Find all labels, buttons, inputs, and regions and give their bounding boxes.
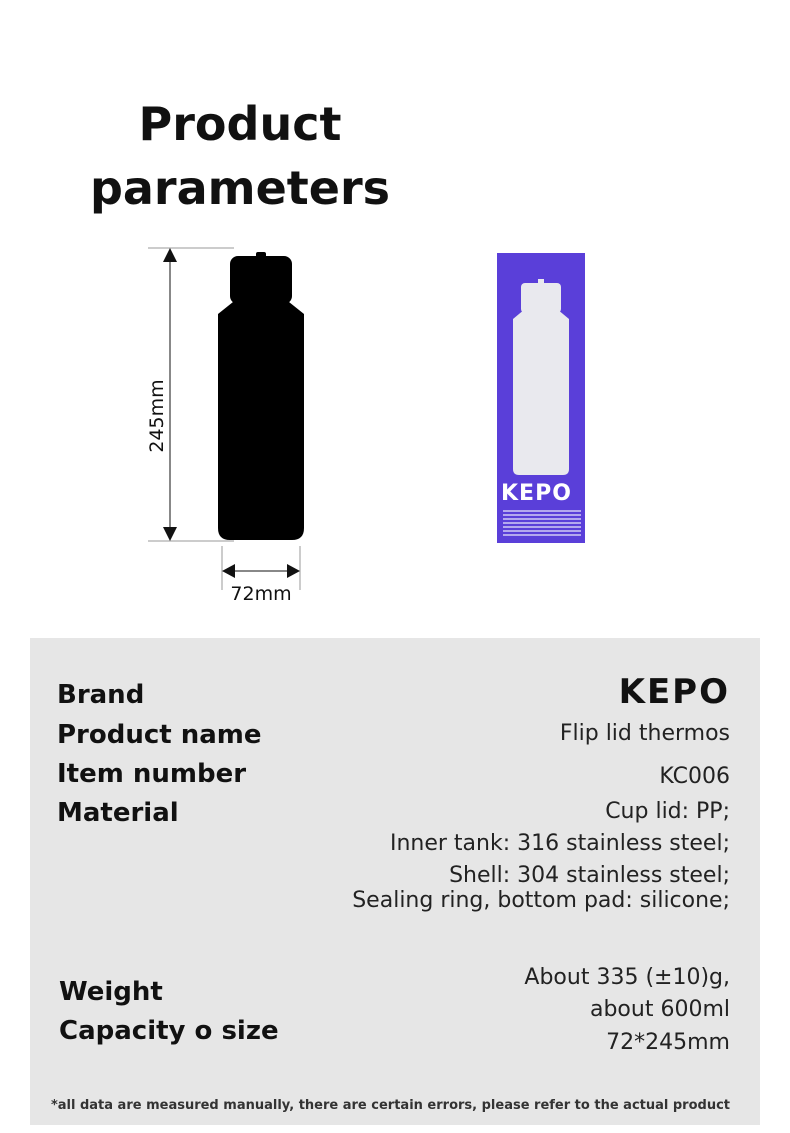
item-number-label: Item number (57, 759, 247, 789)
width-arrow-right (287, 564, 300, 578)
size-value: 72*245mm (606, 1030, 730, 1055)
height-arrow-bottom (163, 527, 177, 541)
product-name-value: Flip lid thermos (559, 721, 730, 746)
weight-label: Weight (59, 977, 163, 1007)
brand-logo: KEPO (618, 672, 730, 712)
parameters-panel (30, 638, 760, 1125)
box-bottle-graphic (513, 279, 569, 475)
width-label: 72mm (230, 583, 292, 605)
material-value-4: Sealing ring, bottom pad: silicone; (352, 888, 730, 913)
capacity-label: Capacity o size (59, 1016, 279, 1046)
title-line-2: parameters (89, 161, 391, 215)
material-value-3: Shell: 304 stainless steel; (449, 863, 730, 888)
weight-value: About 335 (±10)g, (524, 965, 730, 990)
capacity-value: about 600ml (589, 997, 730, 1022)
material-label: Material (57, 798, 179, 828)
height-arrow-top (163, 248, 177, 262)
product-box (497, 253, 585, 543)
brand-label: Brand (57, 680, 145, 710)
material-value-1: Cup lid: PP; (605, 799, 730, 824)
box-fine-print (503, 510, 581, 538)
product-name-label: Product name (57, 720, 262, 750)
height-label: 245mm (146, 379, 168, 453)
width-arrow-left (222, 564, 235, 578)
measurement-note: *all data are measured manually, there are certain errors, please refer to the actual product (50, 1098, 730, 1113)
title-line-1: Product (138, 97, 342, 151)
item-number-value: KC006 (659, 764, 730, 789)
bottle-silhouette (218, 252, 304, 540)
material-value-2: Inner tank: 316 stainless steel; (389, 831, 730, 856)
box-brand-logo: KEPO (501, 481, 572, 506)
